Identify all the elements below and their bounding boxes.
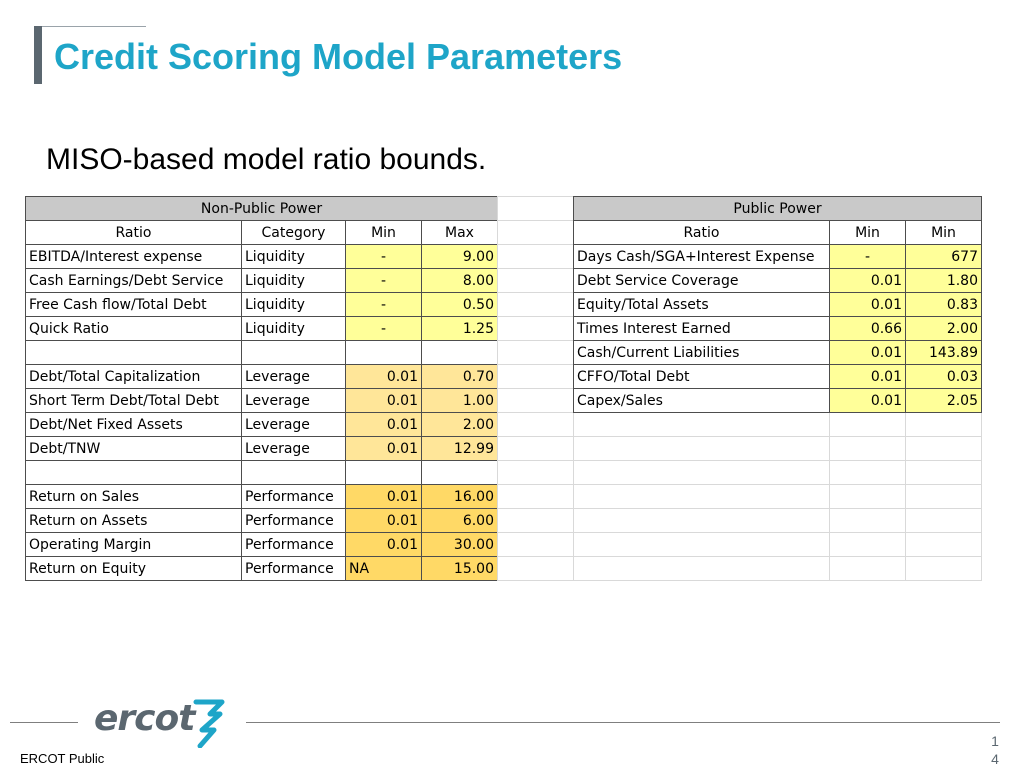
max-cell: 0.70	[422, 365, 498, 389]
max-cell: 6.00	[422, 509, 498, 533]
min-cell: 0.01	[346, 365, 422, 389]
empty-cell	[498, 269, 574, 293]
max-cell: 16.00	[422, 485, 498, 509]
empty-cell	[498, 389, 574, 413]
max-cell: 0.50	[422, 293, 498, 317]
category-cell: Liquidity	[242, 269, 346, 293]
empty-cell	[498, 557, 574, 581]
ratio-cell	[26, 461, 242, 485]
table-row	[574, 437, 982, 461]
title-accent-bar	[34, 26, 42, 84]
table-row	[574, 509, 982, 533]
empty-cell	[498, 365, 574, 389]
ercot-bolt-icon	[192, 698, 226, 748]
non-public-section-header: Non-Public Power	[26, 197, 498, 221]
table-row	[26, 317, 498, 341]
empty-cell	[906, 509, 982, 533]
empty-cell	[574, 533, 830, 557]
table-row	[26, 389, 498, 413]
table-row	[574, 293, 982, 317]
public-power-table	[573, 196, 982, 581]
min-cell: -	[830, 245, 906, 269]
table-row	[574, 389, 982, 413]
min-cell: 0.01	[346, 413, 422, 437]
empty-cell	[906, 437, 982, 461]
ratio-cell: Short Term Debt/Total Debt	[26, 389, 242, 413]
empty-cell	[498, 437, 574, 461]
footer-rule-left	[10, 722, 78, 723]
empty-cell	[574, 509, 830, 533]
min-cell: -	[346, 293, 422, 317]
table-row	[26, 413, 498, 437]
table-row	[26, 437, 498, 461]
ratio-cell: Return on Sales	[26, 485, 242, 509]
empty-cell	[574, 557, 830, 581]
ratio-cell: Capex/Sales	[574, 389, 830, 413]
ratio-cell: Equity/Total Assets	[574, 293, 830, 317]
max-cell: 9.00	[422, 245, 498, 269]
non-public-power-table	[25, 196, 498, 581]
table-row	[574, 557, 982, 581]
ratio-cell: Times Interest Earned	[574, 317, 830, 341]
empty-cell	[498, 413, 574, 437]
ratio-cell: Debt Service Coverage	[574, 269, 830, 293]
min-cell: 0.01	[830, 269, 906, 293]
max-cell: 2.00	[422, 413, 498, 437]
footer-rule-right	[246, 722, 1000, 723]
column-header-min: Min	[906, 221, 982, 245]
min-cell: -	[346, 317, 422, 341]
table-row	[574, 533, 982, 557]
empty-cell	[574, 437, 830, 461]
table-row	[574, 485, 982, 509]
category-cell: Performance	[242, 485, 346, 509]
title-rule	[42, 26, 146, 27]
category-cell	[242, 461, 346, 485]
empty-cell	[830, 437, 906, 461]
category-cell: Liquidity	[242, 245, 346, 269]
ratio-cell: Operating Margin	[26, 533, 242, 557]
min-cell: 0.01	[346, 509, 422, 533]
max-cell: 30.00	[422, 533, 498, 557]
gap-column	[497, 196, 574, 581]
max-cell	[422, 461, 498, 485]
min-cell: 677	[906, 245, 982, 269]
min-cell: NA	[346, 557, 422, 581]
empty-cell	[906, 413, 982, 437]
footer-classification: ERCOT Public	[20, 751, 105, 766]
category-cell	[242, 341, 346, 365]
min-cell: 143.89	[906, 341, 982, 365]
category-cell: Leverage	[242, 437, 346, 461]
ratio-cell: Debt/TNW	[26, 437, 242, 461]
empty-cell	[498, 293, 574, 317]
empty-cell	[906, 557, 982, 581]
empty-cell	[574, 413, 830, 437]
min-cell	[346, 341, 422, 365]
max-cell: 15.00	[422, 557, 498, 581]
min-cell: 0.01	[346, 533, 422, 557]
min-cell: 2.05	[906, 389, 982, 413]
empty-cell	[498, 461, 574, 485]
max-cell	[422, 341, 498, 365]
empty-cell	[498, 485, 574, 509]
ratio-cell: Cash/Current Liabilities	[574, 341, 830, 365]
ratio-cell: Return on Assets	[26, 509, 242, 533]
min-cell: -	[346, 269, 422, 293]
table-row	[26, 509, 498, 533]
table-row	[26, 245, 498, 269]
min-cell: 0.01	[830, 365, 906, 389]
public-section-header: Public Power	[574, 197, 982, 221]
column-header-min: Min	[346, 221, 422, 245]
min-cell: 0.01	[346, 485, 422, 509]
empty-cell	[498, 221, 574, 245]
min-cell	[346, 461, 422, 485]
empty-cell	[906, 485, 982, 509]
empty-cell	[498, 317, 574, 341]
ratio-cell: Debt/Net Fixed Assets	[26, 413, 242, 437]
column-header-category: Category	[242, 221, 346, 245]
min-cell: 2.00	[906, 317, 982, 341]
category-cell: Liquidity	[242, 293, 346, 317]
empty-cell	[498, 533, 574, 557]
column-header-min: Min	[830, 221, 906, 245]
empty-cell	[498, 341, 574, 365]
category-cell: Liquidity	[242, 317, 346, 341]
empty-cell	[498, 509, 574, 533]
empty-cell	[830, 533, 906, 557]
category-cell: Performance	[242, 557, 346, 581]
min-cell: 0.03	[906, 365, 982, 389]
min-cell: -	[346, 245, 422, 269]
max-cell: 1.00	[422, 389, 498, 413]
empty-cell	[906, 533, 982, 557]
min-cell: 1.80	[906, 269, 982, 293]
ratio-cell: EBITDA/Interest expense	[26, 245, 242, 269]
ratio-cell: Quick Ratio	[26, 317, 242, 341]
table-row	[574, 245, 982, 269]
table-row	[574, 317, 982, 341]
empty-cell	[498, 245, 574, 269]
column-header-ratio: Ratio	[26, 221, 242, 245]
column-header-ratio: Ratio	[574, 221, 830, 245]
empty-cell	[830, 485, 906, 509]
table-row	[574, 413, 982, 437]
table-row	[574, 269, 982, 293]
max-cell: 12.99	[422, 437, 498, 461]
ratio-cell	[26, 341, 242, 365]
min-cell: 0.01	[830, 293, 906, 317]
empty-cell	[830, 557, 906, 581]
table-row	[574, 461, 982, 485]
ratio-cell: CFFO/Total Debt	[574, 365, 830, 389]
table-row	[26, 557, 498, 581]
page-number: 1 4	[991, 733, 999, 767]
empty-cell	[574, 461, 830, 485]
ercot-logo: ercot	[94, 698, 195, 739]
max-cell: 1.25	[422, 317, 498, 341]
table-row	[26, 293, 498, 317]
ratio-cell: Debt/Total Capitalization	[26, 365, 242, 389]
category-cell: Performance	[242, 509, 346, 533]
table-row	[26, 269, 498, 293]
page-subtitle: MISO-based model ratio bounds.	[46, 143, 487, 176]
empty-cell	[574, 485, 830, 509]
min-cell: 0.01	[830, 389, 906, 413]
table-row	[574, 365, 982, 389]
empty-cell	[830, 509, 906, 533]
ratio-cell: Return on Equity	[26, 557, 242, 581]
min-cell: 0.01	[830, 341, 906, 365]
category-cell: Performance	[242, 533, 346, 557]
table-row	[26, 341, 498, 365]
empty-cell	[498, 197, 574, 221]
category-cell: Leverage	[242, 389, 346, 413]
max-cell: 8.00	[422, 269, 498, 293]
column-header-max: Max	[422, 221, 498, 245]
table-row	[26, 485, 498, 509]
ratio-cell: Free Cash flow/Total Debt	[26, 293, 242, 317]
category-cell: Leverage	[242, 365, 346, 389]
category-cell: Leverage	[242, 413, 346, 437]
min-cell: 0.83	[906, 293, 982, 317]
table-row	[26, 533, 498, 557]
empty-cell	[906, 461, 982, 485]
ratio-cell: Days Cash/SGA+Interest Expense	[574, 245, 830, 269]
table-row	[574, 341, 982, 365]
min-cell: 0.66	[830, 317, 906, 341]
min-cell: 0.01	[346, 389, 422, 413]
ratio-cell: Cash Earnings/Debt Service	[26, 269, 242, 293]
table-row	[26, 365, 498, 389]
empty-cell	[830, 413, 906, 437]
min-cell: 0.01	[346, 437, 422, 461]
empty-cell	[830, 461, 906, 485]
page-title: Credit Scoring Model Parameters	[54, 36, 623, 77]
table-row	[26, 461, 498, 485]
